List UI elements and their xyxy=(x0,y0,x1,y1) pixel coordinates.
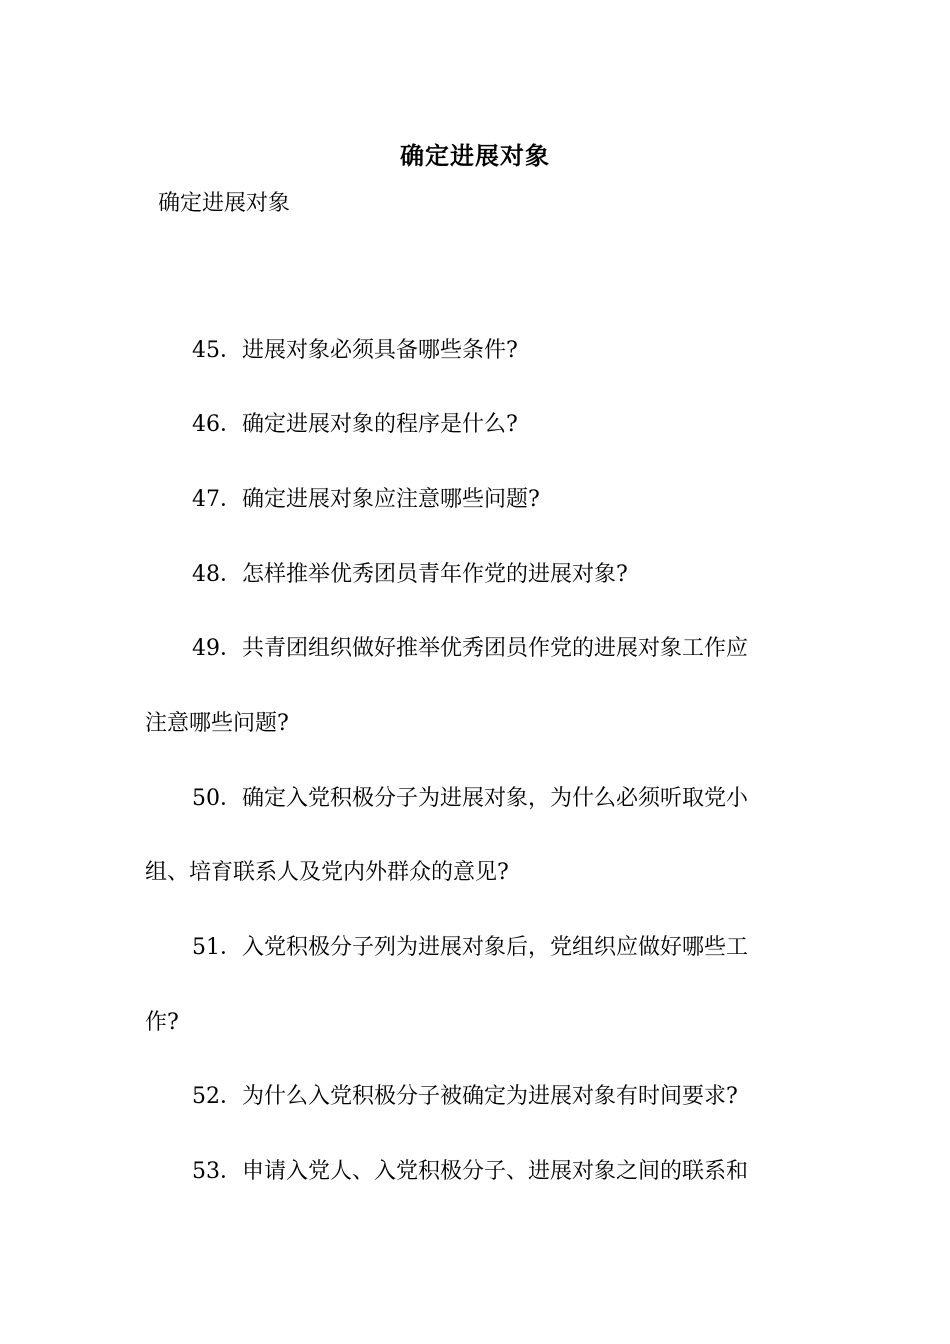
question-46: 46．确定进展对象的程序是什么? xyxy=(192,412,518,437)
question-49-line-2: 注意哪些问题? xyxy=(145,711,289,736)
question-51-line-1: 51．入党积极分子列为进展对象后，党组织应做好哪些工 xyxy=(192,935,748,960)
question-51-line-2: 作? xyxy=(145,1010,179,1035)
question-49-line-1: 49．共青团组织做好推举优秀团员作党的进展对象工作应 xyxy=(192,636,748,661)
question-47: 47．确定进展对象应注意哪些问题? xyxy=(192,487,540,512)
question-48: 48．怎样推举优秀团员青年作党的进展对象? xyxy=(192,562,628,587)
question-45: 45．进展对象必须具备哪些条件? xyxy=(192,338,518,363)
question-53-line-1: 53．申请入党人、入党积极分子、进展对象之间的联系和 xyxy=(192,1159,748,1184)
page-title: 确定进展对象 xyxy=(400,141,550,170)
page-subtitle: 确定进展对象 xyxy=(158,191,291,216)
question-50-line-2: 组、培育联系人及党内外群众的意见? xyxy=(145,860,509,885)
question-52: 52．为什么入党积极分子被确定为进展对象有时间要求? xyxy=(192,1084,738,1109)
question-50-line-1: 50．确定入党积极分子为进展对象，为什么必须听取党小 xyxy=(192,786,748,811)
